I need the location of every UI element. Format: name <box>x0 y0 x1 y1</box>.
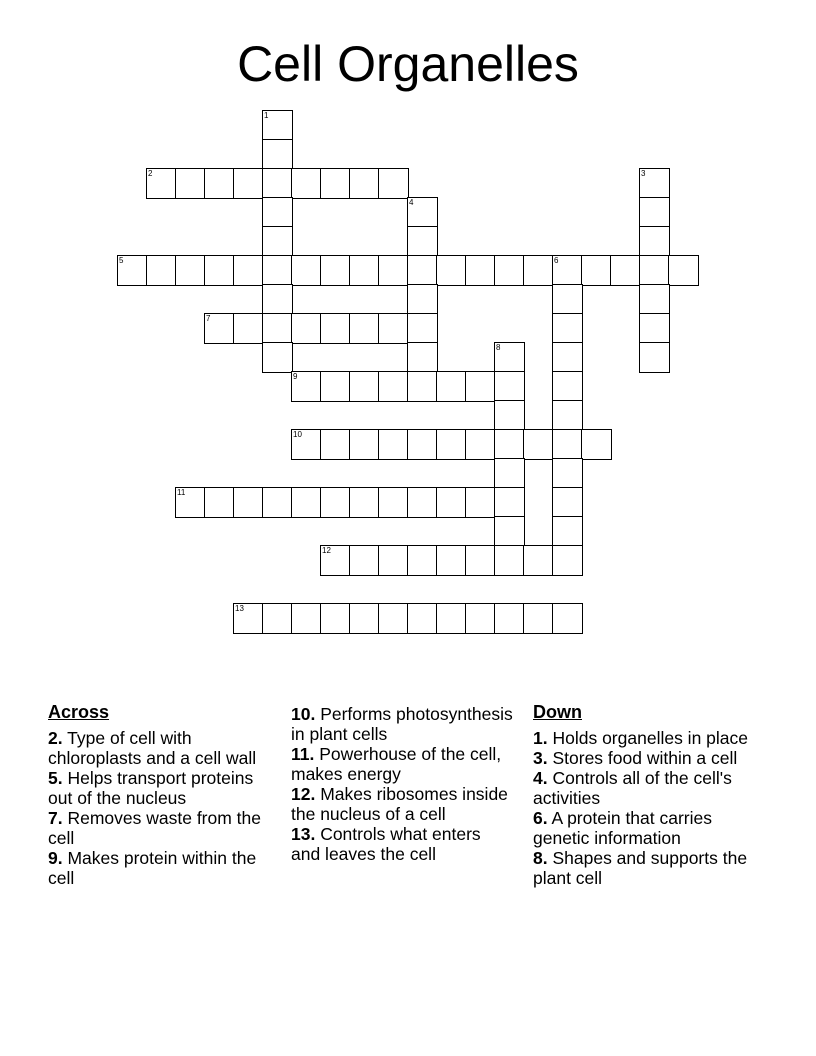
clue-text: Makes ribosomes inside the nucleus of a cell <box>291 784 508 824</box>
across-clue <box>48 768 270 808</box>
puzzle-title: Cell Organelles <box>237 36 579 92</box>
grid-cell[interactable] <box>262 110 293 141</box>
grid-cell[interactable] <box>175 487 206 518</box>
grid-cell[interactable] <box>117 255 148 286</box>
grid-cell[interactable] <box>407 487 438 518</box>
grid-cell[interactable] <box>436 429 467 460</box>
grid-cell[interactable] <box>320 168 351 199</box>
grid-cell[interactable] <box>262 197 293 228</box>
down-clue <box>533 808 755 848</box>
grid-cell[interactable] <box>407 342 438 373</box>
grid-cell[interactable] <box>552 487 583 518</box>
clue-num: 9. <box>48 848 63 868</box>
grid-cell[interactable] <box>523 255 554 286</box>
down-clue <box>533 768 755 808</box>
grid-cell[interactable] <box>581 255 612 286</box>
grid-cell[interactable] <box>407 197 438 228</box>
grid-cell[interactable] <box>262 313 293 344</box>
clue-number: 3 <box>641 169 646 178</box>
clue-text: Type of cell with chloroplasts and a cell wall <box>48 728 257 768</box>
grid-cell[interactable] <box>378 603 409 634</box>
clue-text: Stores food within a cell <box>547 748 738 768</box>
grid-cell[interactable] <box>639 197 670 228</box>
grid-cell[interactable] <box>407 603 438 634</box>
grid-cell[interactable] <box>291 168 322 199</box>
grid-cell[interactable] <box>436 487 467 518</box>
grid-cell[interactable] <box>262 226 293 257</box>
grid-cell[interactable] <box>233 603 264 634</box>
grid-cell[interactable] <box>552 400 583 431</box>
grid-cell[interactable] <box>639 255 670 286</box>
grid-cell[interactable] <box>436 255 467 286</box>
clue-number: 2 <box>148 169 153 178</box>
grid-cell[interactable] <box>204 313 235 344</box>
grid-cell[interactable] <box>639 168 670 199</box>
clue-text: Controls all of the cell's activities <box>533 768 732 808</box>
grid-cell[interactable] <box>552 545 583 576</box>
across-clue <box>48 808 270 848</box>
grid-cell[interactable] <box>552 603 583 634</box>
grid-cell[interactable] <box>291 487 322 518</box>
clue-num: 6. <box>533 808 548 828</box>
grid-cell[interactable] <box>146 255 177 286</box>
grid-cell[interactable] <box>436 545 467 576</box>
grid-cell[interactable] <box>378 429 409 460</box>
grid-cell[interactable] <box>465 371 496 402</box>
grid-cell[interactable] <box>639 313 670 344</box>
grid-cell[interactable] <box>465 487 496 518</box>
grid-cell[interactable] <box>552 342 583 373</box>
clue-text: A protein that carries genetic information <box>533 808 713 848</box>
clue-num: 10. <box>291 704 316 724</box>
grid-cell[interactable] <box>262 603 293 634</box>
grid-cell[interactable] <box>320 545 351 576</box>
clue-text: Removes waste from the cell <box>48 808 262 848</box>
grid-cell[interactable] <box>407 545 438 576</box>
clue-text: Controls what enters and leaves the cell <box>291 824 481 864</box>
clue-number: 13 <box>235 604 244 613</box>
grid-cell[interactable] <box>262 342 293 373</box>
across-clue <box>291 824 513 864</box>
across-clues-col2 <box>291 704 513 864</box>
grid-cell[interactable] <box>291 371 322 402</box>
grid-cell[interactable] <box>407 226 438 257</box>
grid-cell[interactable] <box>523 429 554 460</box>
grid-cell[interactable] <box>349 603 380 634</box>
grid-cell[interactable] <box>552 284 583 315</box>
grid-cell[interactable] <box>407 429 438 460</box>
grid-cell[interactable] <box>291 603 322 634</box>
across-clue <box>291 704 513 744</box>
grid-cell[interactable] <box>262 139 293 170</box>
grid-cell[interactable] <box>349 313 380 344</box>
grid-cell[interactable] <box>378 545 409 576</box>
grid-cell[interactable] <box>291 255 322 286</box>
grid-cell[interactable] <box>494 487 525 518</box>
clue-num: 12. <box>291 784 316 804</box>
across-heading: Across <box>48 702 110 722</box>
grid-cell[interactable] <box>378 371 409 402</box>
grid-cell[interactable] <box>639 284 670 315</box>
down-heading: Down <box>533 702 582 722</box>
clue-text: Shapes and supports the plant cell <box>533 848 748 888</box>
across-clue <box>48 728 270 768</box>
grid-cell[interactable] <box>552 255 583 286</box>
grid-cell[interactable] <box>552 429 583 460</box>
grid-cell[interactable] <box>175 168 206 199</box>
down-clues <box>533 702 755 888</box>
grid-cell[interactable] <box>494 255 525 286</box>
grid-cell[interactable] <box>320 255 351 286</box>
grid-cell[interactable] <box>581 429 612 460</box>
grid-cell[interactable] <box>494 371 525 402</box>
clue-number: 10 <box>293 430 302 439</box>
grid-cell[interactable] <box>349 168 380 199</box>
clue-text: Makes protein within the cell <box>48 848 257 888</box>
grid-cell[interactable] <box>523 603 554 634</box>
grid-cell[interactable] <box>465 429 496 460</box>
across-clue <box>291 744 513 784</box>
grid-cell[interactable] <box>494 400 525 431</box>
grid-cell[interactable] <box>436 371 467 402</box>
grid-cell[interactable] <box>349 371 380 402</box>
grid-cell[interactable] <box>378 313 409 344</box>
clue-number: 5 <box>119 256 124 265</box>
grid-cell[interactable] <box>146 168 177 199</box>
grid-cell[interactable] <box>262 284 293 315</box>
grid-cell[interactable] <box>320 313 351 344</box>
clue-num: 4. <box>533 768 548 788</box>
clue-num: 1. <box>533 728 548 748</box>
grid-cell[interactable] <box>378 255 409 286</box>
clue-number: 7 <box>206 314 211 323</box>
clue-num: 13. <box>291 824 316 844</box>
clue-num: 3. <box>533 748 548 768</box>
grid-cell[interactable] <box>175 255 206 286</box>
grid-cell[interactable] <box>407 371 438 402</box>
grid-cell[interactable] <box>494 342 525 373</box>
grid-cell[interactable] <box>233 255 264 286</box>
grid-cell[interactable] <box>552 516 583 547</box>
grid-cell[interactable] <box>407 255 438 286</box>
clue-number: 9 <box>293 372 298 381</box>
grid-cell[interactable] <box>349 429 380 460</box>
grid-cell[interactable] <box>436 603 467 634</box>
grid-cell[interactable] <box>349 255 380 286</box>
grid-cell[interactable] <box>262 255 293 286</box>
clue-num: 5. <box>48 768 63 788</box>
grid-cell[interactable] <box>291 313 322 344</box>
clue-number: 1 <box>264 111 269 120</box>
clue-number: 11 <box>177 488 186 497</box>
clue-number: 6 <box>554 256 559 265</box>
grid-cell[interactable] <box>494 429 525 460</box>
grid-cell[interactable] <box>204 487 235 518</box>
down-clue <box>533 728 755 748</box>
grid-cell[interactable] <box>262 487 293 518</box>
grid-cell[interactable] <box>233 313 264 344</box>
grid-cell[interactable] <box>320 603 351 634</box>
grid-cell[interactable] <box>639 226 670 257</box>
grid-cell[interactable] <box>262 168 293 199</box>
grid-cell[interactable] <box>668 255 699 286</box>
grid-cell[interactable] <box>320 487 351 518</box>
clue-num: 8. <box>533 848 548 868</box>
grid-cell[interactable] <box>407 313 438 344</box>
grid-cell[interactable] <box>494 516 525 547</box>
grid-cell[interactable] <box>407 284 438 315</box>
across-clue <box>48 848 270 888</box>
grid-cell[interactable] <box>233 168 264 199</box>
grid-cell[interactable] <box>465 603 496 634</box>
across-clue <box>291 784 513 824</box>
grid-cell[interactable] <box>465 545 496 576</box>
grid-cell[interactable] <box>552 458 583 489</box>
clue-num: 7. <box>48 808 63 828</box>
grid-cell[interactable] <box>494 458 525 489</box>
clue-num: 2. <box>48 728 63 748</box>
clue-num: 11. <box>291 744 315 764</box>
clue-number: 4 <box>409 198 414 207</box>
grid-cell[interactable] <box>291 429 322 460</box>
clue-number: 12 <box>322 546 331 555</box>
grid-cell[interactable] <box>233 487 264 518</box>
grid-cell[interactable] <box>320 429 351 460</box>
down-clue <box>533 748 755 768</box>
grid-cell[interactable] <box>552 313 583 344</box>
grid-cell[interactable] <box>204 168 235 199</box>
down-clue <box>533 848 755 888</box>
grid-cell[interactable] <box>639 342 670 373</box>
grid-cell[interactable] <box>610 255 641 286</box>
clue-text: Holds organelles in place <box>547 728 749 748</box>
grid-cell[interactable] <box>378 487 409 518</box>
grid-cell[interactable] <box>349 487 380 518</box>
grid-cell[interactable] <box>494 545 525 576</box>
grid-cell[interactable] <box>378 168 409 199</box>
clue-text: Performs photosynthesis in plant cells <box>291 704 513 744</box>
grid-cell[interactable] <box>523 545 554 576</box>
grid-cell[interactable] <box>349 545 380 576</box>
grid-cell[interactable] <box>494 603 525 634</box>
grid-cell[interactable] <box>204 255 235 286</box>
clue-number: 8 <box>496 343 501 352</box>
grid-cell[interactable] <box>552 371 583 402</box>
grid-cell[interactable] <box>465 255 496 286</box>
across-clues-col1 <box>48 702 270 888</box>
grid-cell[interactable] <box>320 371 351 402</box>
clue-text: Helps transport proteins out of the nucleus <box>48 768 254 808</box>
clue-text: Powerhouse of the cell, makes energy <box>291 744 502 784</box>
